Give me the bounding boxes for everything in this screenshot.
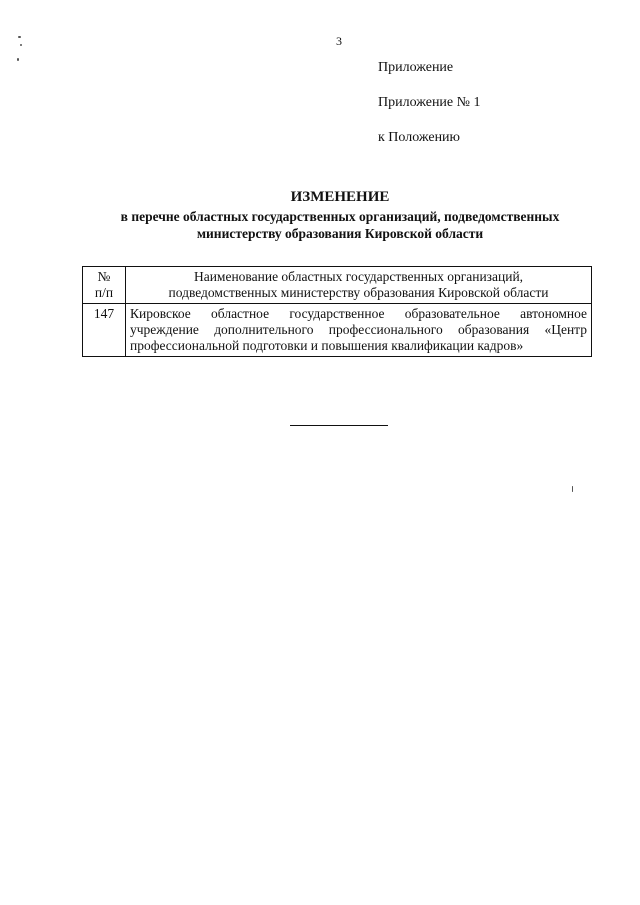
row-number: 147 [83,304,126,357]
title-subtitle-line2: министерству образования Кировской области [196,226,484,241]
page-number: 3 [336,34,342,48]
scan-speck [18,36,21,38]
header-name-line1: Наименование областных государственных организаций, [193,269,524,284]
title-main: ИЗМЕНЕНИЕ [290,189,390,205]
appendix-label: Приложение [378,60,454,75]
document-title [40,189,640,242]
table-row [83,304,592,357]
appendix-number: Приложение № 1 [378,95,481,110]
end-divider [290,425,388,426]
header-number-line1: № [97,269,111,284]
row-organization-name: Кировское областное государственное образовательное автономное учреждение дополнительного профессионального образования «Центр профессиональной подготовки и повышения квалификации кадров» [126,304,592,357]
appendix-reference: к Положению [378,130,461,145]
scan-speck [20,44,22,46]
organizations-table [82,266,592,357]
header-number [83,267,126,304]
title-subtitle-line1: в перечне областных государственных организаций, подведомственных [120,209,560,224]
header-number-line2: п/п [94,285,114,300]
header-name [126,267,592,304]
scan-speck [17,58,19,61]
scan-speck [572,486,573,492]
table-header-row [83,267,592,304]
header-name-line2: подведомственных министерству образования Кировской области [168,285,549,300]
